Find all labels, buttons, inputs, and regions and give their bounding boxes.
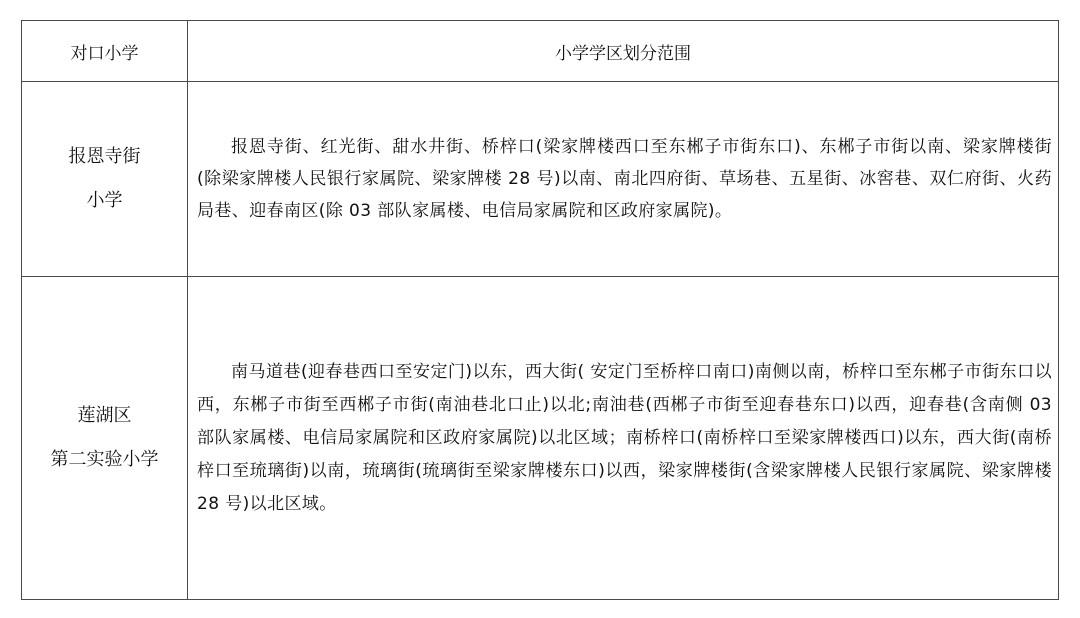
district-range-text: 报恩寺街、红光街、甜水井街、桥梓口(梁家牌楼西口至东郴子市街东口)、东郴子市街以南、梁家牌楼街(除梁家牌楼人民银行家属院、梁家牌楼 28 号)以南、南北四府街、草场巷、五星街、冰窖巷、双仁府街、火药局巷、迎春南区(除 03 部队家属楼、电信局家属院和区政府家属院)。 (197, 137, 1052, 221)
table-header-row (22, 21, 1059, 82)
school-name-cell (22, 277, 188, 600)
school-name-line1: 报恩寺街 (68, 146, 141, 167)
table-row (22, 277, 1059, 600)
school-name-cell (22, 82, 188, 277)
district-range-cell (188, 277, 1059, 600)
school-name-line2: 小学 (86, 190, 123, 211)
header-range-column: 小学学区划分范围 (188, 21, 1059, 82)
school-name-line1: 莲湖区 (77, 405, 132, 426)
school-district-table (21, 20, 1059, 600)
header-school-column: 对口小学 (22, 21, 188, 82)
school-name-line2: 第二实验小学 (50, 449, 159, 470)
table-row (22, 82, 1059, 277)
district-range-cell (188, 82, 1059, 277)
district-range-text: 南马道巷(迎春巷西口至安定门)以东，西大街( 安定门至桥梓口南口)南侧以南，桥梓口至东郴子市街东口以西，东郴子市街至西郴子市街(南油巷北口止)以北;南油巷(西郴子市街至迎春巷东口)以西，迎春巷(含南侧 03 部队家属楼、电信局家属院和区政府家属院)以北区域；南桥梓口(南桥梓口至梁家牌楼西口)以东，西大街(南桥梓口至琉璃街)以南，琉璃街(琉璃街至梁家牌楼东口)以西，梁家牌楼街(含梁家牌楼人民银行家属院、梁家牌楼 28 号)以北区域。 (197, 361, 1052, 514)
